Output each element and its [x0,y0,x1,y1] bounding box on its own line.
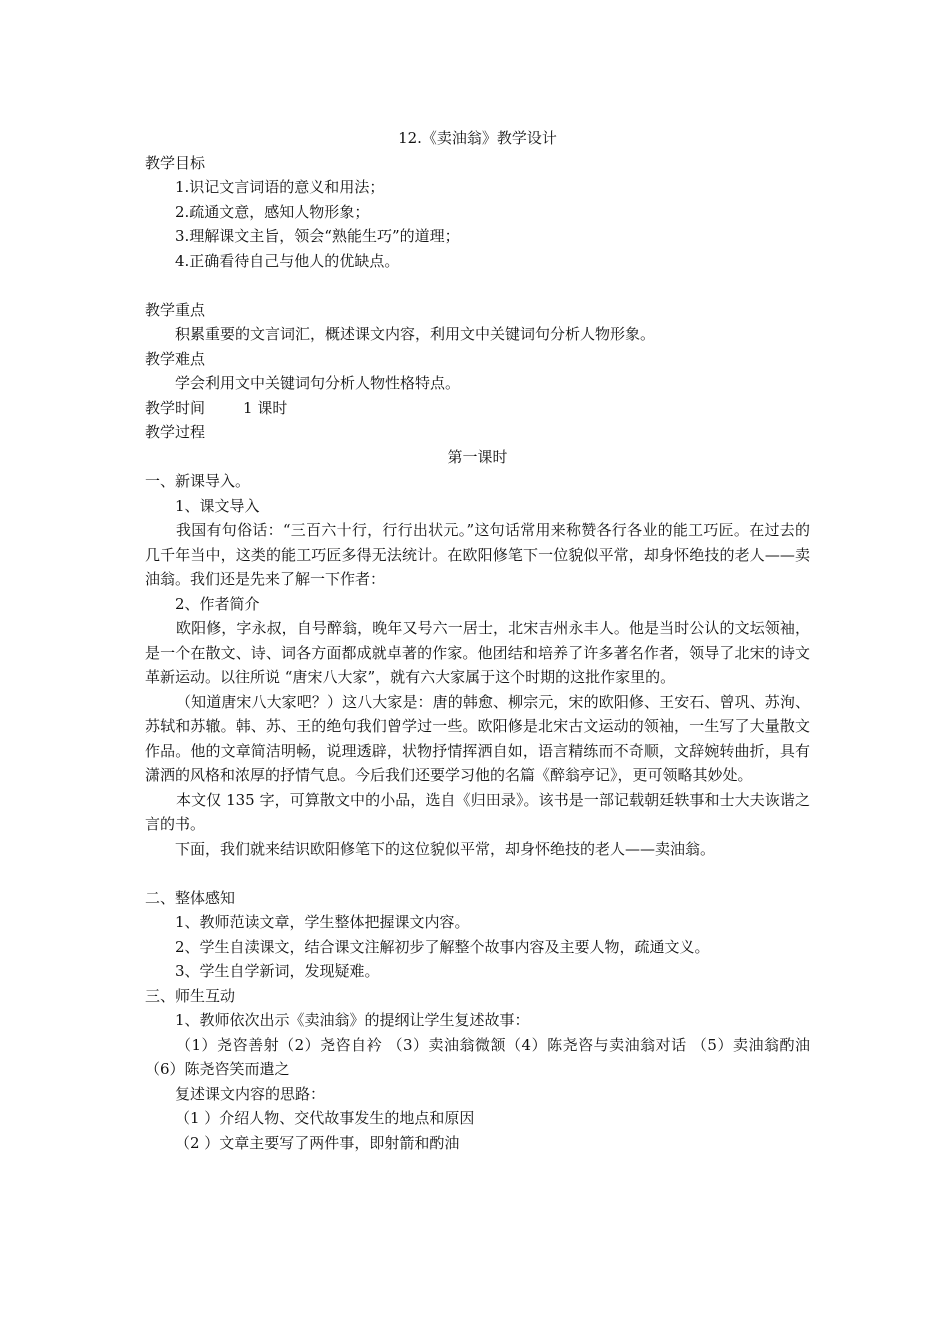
key-points-heading: 教学重点 [145,300,206,319]
objective-item: 4.正确看待自己与他人的优缺点。 [175,251,400,270]
section-two-item: 1、教师范读文章，学生整体把握课文内容。 [175,913,470,931]
document-title: 12.《卖油翁》教学设计 [398,129,557,147]
author-paragraph: 欧阳修，字永叔，自号醉翁，晚年又号六一居士，北宋吉州永丰人。他是当时公认的文坛领袖，是一个在散文、诗、词各方面都成就卓著的作家。他团结和培养了许多著名作者，领导了北宋的诗文革新运动。以往所说 “唐宋八大家”，就有六大家属于这个时期的这批作家里的。 [145,619,810,686]
lesson-heading: 第一课时 [447,447,508,466]
key-points-text: 积累重要的文言词汇，概述课文内容，利用文中关键词句分析人物形象。 [175,325,656,343]
eight-masters-paragraph: （知道唐宋八大家吧？）这八大家是：唐的韩愈、柳宗元，宋的欧阳修、王安石、曾巩、苏洵、苏轼和苏辙。韩、苏、王的绝句我们曾学过一些。欧阳修是北宋古文运动的领袖，一生写了大量散文作品。他的文章简洁明畅，说理透辟，状物抒情挥洒自如，语言精练而不奇顺，文辞婉转曲折，具有潇洒的风格和浓厚的抒情气息。今后我们还要学习他的名篇《醉翁亭记》，更可领略其妙处。 [145,692,810,784]
section-three-heading: 三、师生互动 [145,986,236,1005]
text-source-paragraph: 本文仅 135 字，可算散文中的小品，选自《归田录》。该书是一部记载朝廷轶事和士大夫诙谐之言的书。 [145,790,810,833]
teaching-time [145,396,810,421]
section-two-item: 3、学生自学新词，发现疑难。 [175,962,380,980]
document-page [145,126,810,1155]
retell-item: （2 ）文章主要写了两件事，即射箭和酌油 [175,1133,460,1152]
difficulty-heading: 教学难点 [145,349,206,368]
objectives-heading: 教学目标 [145,153,206,172]
spacer [145,861,810,886]
objective-item: 1.识记文言词语的意义和用法； [175,178,385,196]
intro-paragraph: 我国有句俗话：“三百六十行，行行出状元。”这句话常用来称赞各行各业的能工巧匠。在过去的几千年当中，这类的能工巧匠多得无法统计。在欧阳修笔下一位貌似平常，却身怀绝技的老人——卖油翁。我们还是先来了解一下作者： [145,521,810,588]
objective-item: 2.疏通文意，感知人物形象； [175,202,370,221]
difficulty-text: 学会利用文中关键词句分析人物性格特点。 [175,374,461,392]
section-two-heading: 二、整体感知 [145,888,236,907]
process-heading: 教学过程 [145,423,206,441]
transition-paragraph: 下面，我们就来结识欧阳修笔下的这位貌似平常，却身怀绝技的老人——卖油翁。 [175,839,716,858]
story-outline: （1）尧咨善射（2）尧咨自衿 （3）卖油翁微颔（4）陈尧咨与卖油翁对话 （5）卖油翁酌油 （6）陈尧咨笑而遣之 [145,1035,810,1078]
retell-item: （1 ）介绍人物、交代故事发生的地点和原因 [175,1109,475,1127]
teaching-time-label: 教学时间 [145,398,206,417]
section-three-item: 1、教师依次出示《卖油翁》的提纲让学生复述故事： [175,1011,530,1029]
section-one-sub-author: 2、作者简介 [175,594,260,613]
section-one-heading: 一、新课导入。 [145,472,251,490]
section-one-sub-intro: 1、课文导入 [175,496,260,515]
teaching-time-value: 1 课时 [243,398,288,417]
objective-item: 3.理解课文主旨，领会“熟能生巧”的道理； [175,227,460,245]
retell-heading: 复述课文内容的思路： [175,1084,326,1103]
section-two-item: 2、学生自渎课文，结合课文注解初步了解整个故事内容及主要人物，疏通文义。 [175,937,710,956]
spacer [145,273,810,298]
